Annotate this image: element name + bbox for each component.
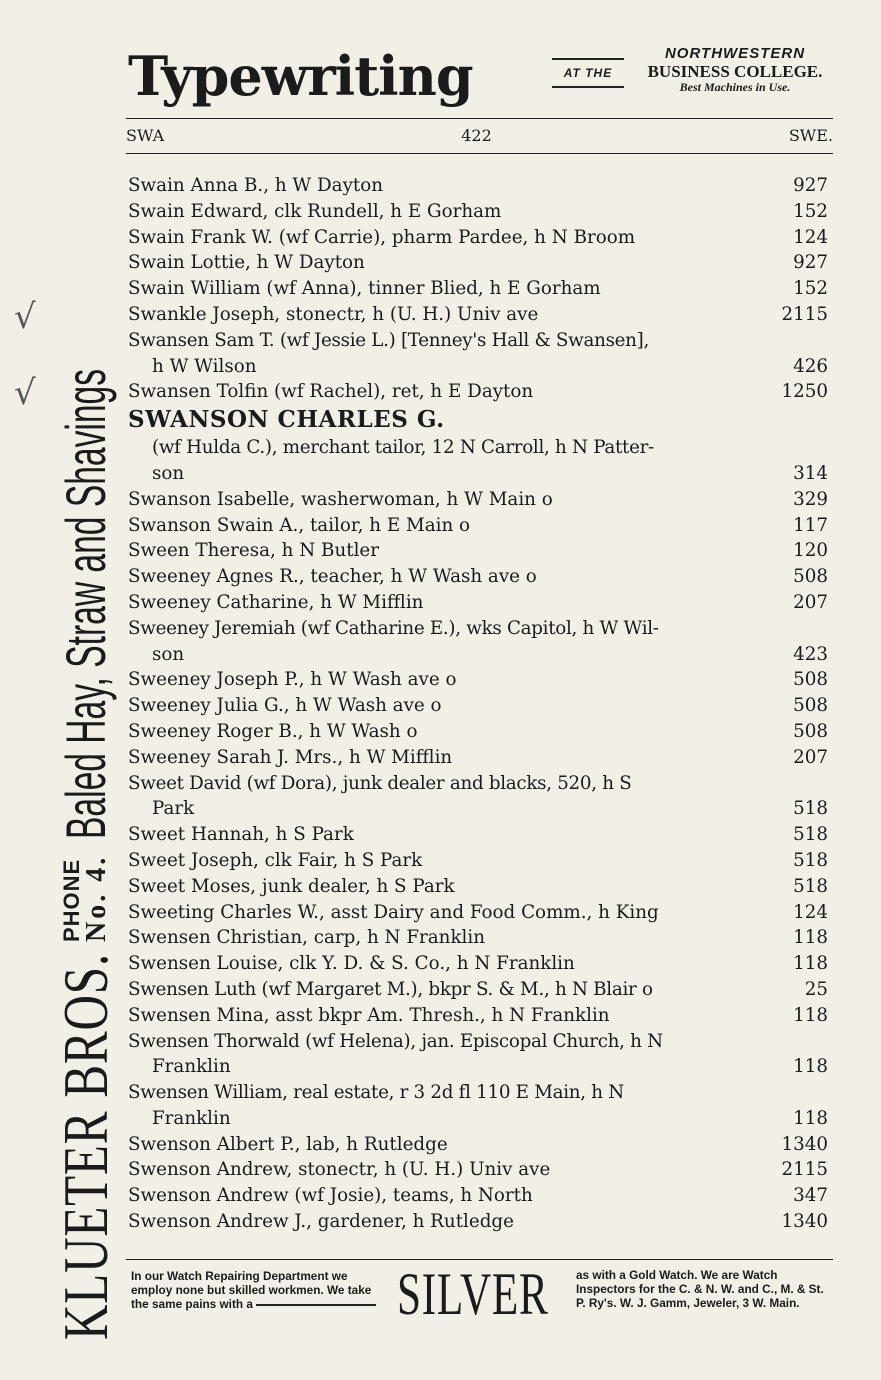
entry-text: Sweeney Roger B., h W Wash o [128, 720, 418, 742]
entry-number: 118 [793, 1107, 828, 1129]
running-head-right: SWE. [788, 126, 833, 145]
entry-text: Swain Edward, clk Rundell, h E Gorham [128, 200, 502, 222]
footer-ad-right: as with a Gold Watch. We are Watch Inspectors for the C. & N. W. and C., M. & St. P. Ry's. W. J. Gamm, Jeweler, 3 W. Main. [576, 1268, 824, 1311]
footer-ad-left [131, 1269, 386, 1312]
entry-text: Franklin [152, 1056, 231, 1078]
entry-text: Swansen Tolfin (wf Rachel), ret, h E Dayton [128, 381, 534, 403]
entry-number [780, 328, 828, 354]
list-item [128, 250, 828, 276]
list-item [128, 379, 828, 405]
footer-rule [126, 1259, 833, 1260]
side-ad-company: KLUETER BROS. [51, 953, 121, 1340]
list-item [128, 1003, 828, 1029]
entry-number [780, 435, 828, 461]
list-item [128, 1157, 828, 1183]
entry-number: 508 [793, 695, 828, 717]
entry-text: Swensen Christian, carp, h N Franklin [128, 927, 486, 949]
list-item [128, 1183, 828, 1209]
entry-number [780, 1080, 828, 1106]
list-item [128, 719, 828, 745]
list-item [128, 1054, 828, 1080]
check-mark-icon: √ [14, 297, 36, 337]
entry-number: 1340 [781, 1211, 828, 1233]
entry-number: 314 [793, 462, 828, 484]
side-ad-products: Baled Hay, Straw and Shavings [54, 368, 117, 839]
list-item [128, 951, 828, 977]
list-item [128, 354, 828, 380]
list-item [128, 538, 828, 564]
entry-number: 518 [793, 849, 828, 871]
header-college [640, 46, 830, 94]
entry-text: Swensen Mina, asst bkpr Am. Thresh., h N Franklin [128, 1004, 610, 1026]
list-item [128, 461, 828, 487]
list-item [128, 487, 828, 513]
entry-text: Swanson Swain A., tailor, h E Main o [128, 514, 471, 536]
side-ad-phone [61, 855, 111, 942]
entry-number: 518 [793, 798, 828, 820]
entry-number: 118 [793, 953, 828, 975]
entry-number: 117 [793, 514, 828, 536]
entry-number: 124 [793, 901, 828, 923]
entry-number: 207 [793, 746, 828, 768]
entry-number: 124 [793, 226, 828, 248]
entry-text: Swenson Andrew, stonectr, h (U. H.) Univ ave [128, 1159, 551, 1181]
list-item [128, 796, 828, 822]
entry-text: Swain Anna B., h W Dayton [128, 175, 384, 196]
list-item [128, 225, 828, 251]
entry-text: Swain Lottie, h W Dayton [128, 252, 365, 274]
list-item [128, 590, 828, 616]
list-item [128, 667, 828, 693]
list-item [128, 513, 828, 539]
entry-text: Sweeney Julia G., h W Wash ave o [128, 695, 442, 717]
margin-check-marks [14, 297, 36, 413]
entry-number: 152 [793, 200, 828, 222]
entry-text: Sweeney Sarah J. Mrs., h W Mifflin [128, 746, 453, 768]
entry-text: Sweeney Jeremiah (wf Catharine E.), wks Capitol, h W Wil- [128, 617, 659, 639]
entry-number: 1250 [781, 381, 828, 403]
entry-text: Sweeney Catharine, h W Mifflin [128, 591, 424, 613]
check-mark-icon: √ [14, 373, 36, 413]
running-head [126, 126, 833, 145]
list-item [128, 328, 828, 354]
footer-ad-silver: SILVER [397, 1261, 549, 1327]
entry-number: 118 [793, 1056, 828, 1078]
entry-text: Swain William (wf Anna), tinner Blied, h E Gorham [128, 278, 601, 300]
header-rule [126, 118, 833, 119]
college-line-2: BUSINESS COLLEGE. [647, 61, 823, 81]
entry-number: 2115 [781, 1159, 828, 1181]
entry-text: Franklin [152, 1107, 231, 1129]
list-item [128, 173, 828, 199]
entry-text: Swansen Sam T. (wf Jessie L.) [Tenney's Hall & Swansen], [128, 329, 649, 351]
list-item [128, 276, 828, 302]
entry-number [780, 616, 828, 642]
header-title: Typewriting [128, 44, 473, 108]
entry-number: 329 [793, 488, 828, 510]
entry-number: 426 [793, 355, 828, 377]
entry-number: 207 [793, 591, 828, 613]
entry-number: 152 [793, 278, 828, 300]
list-item [128, 1080, 828, 1106]
directory-listing [128, 173, 828, 1235]
entry-number: 118 [793, 927, 828, 949]
entry-text: (wf Hulda C.), merchant tailor, 12 N Carroll, h N Patter- [152, 437, 654, 459]
list-item [128, 564, 828, 590]
entry-text: Swenson Andrew (wf Josie), teams, h North [128, 1185, 533, 1207]
list-item [128, 302, 828, 328]
list-item [128, 642, 828, 668]
entry-text: Swanson Isabelle, washerwoman, h W Main o [128, 488, 553, 510]
entry-number: 118 [793, 1004, 828, 1026]
entry-text: Swenson Albert P., lab, h Rutledge [128, 1133, 448, 1155]
header-at-the: AT THE [552, 58, 624, 88]
entry-number: 927 [793, 252, 828, 274]
footer-ad-left-text: In our Watch Repairing Department we employ none but skilled workmen. We take the same pains with a [131, 1269, 372, 1312]
entry-text: SWANSON CHARLES G. [128, 406, 445, 434]
list-item [128, 977, 828, 1003]
entry-number: 120 [793, 540, 828, 562]
entry-number: 423 [793, 643, 828, 665]
entry-text: Park [152, 798, 195, 820]
entry-text: Sweet Joseph, clk Fair, h S Park [128, 849, 423, 871]
side-advertisement [53, 40, 119, 1340]
entry-text: son [152, 462, 185, 484]
entry-text: son [152, 643, 185, 665]
list-item [128, 693, 828, 719]
running-head-rule [126, 153, 833, 154]
entry-number [780, 405, 828, 435]
entry-text: Swankle Joseph, stonectr, h (U. H.) Univ ave [128, 303, 539, 325]
entry-text: Swensen Luth (wf Margaret M.), bkpr S. & M., h N Blair o [128, 978, 653, 1000]
list-item [128, 435, 828, 461]
entry-number: 508 [793, 669, 828, 691]
entry-number [780, 1029, 828, 1055]
entry-number: 347 [793, 1185, 828, 1207]
side-ad-phone-label: PHONE [59, 858, 84, 942]
list-item [128, 199, 828, 225]
entry-number: 2115 [781, 303, 828, 325]
footer-ad-blank-line [256, 1304, 376, 1306]
list-item [128, 848, 828, 874]
page-number: 422 [461, 126, 492, 145]
college-line-3: Best Machines in Use. [679, 80, 791, 95]
list-item [128, 925, 828, 951]
list-item [128, 874, 828, 900]
entry-text: Swensen Louise, clk Y. D. & S. Co., h N Franklin [128, 953, 575, 975]
college-line-1: NORTHWESTERN [664, 45, 806, 62]
entry-number [780, 771, 828, 797]
list-item [128, 771, 828, 797]
entry-text: Sweet David (wf Dora), junk dealer and blacks, 520, h S [128, 772, 632, 794]
entry-text: Sweeting Charles W., asst Dairy and Food Comm., h King [128, 901, 659, 923]
entry-text: Sween Theresa, h N Butler [128, 540, 379, 562]
list-item [128, 1106, 828, 1132]
entry-number: 1340 [781, 1133, 828, 1155]
entry-text: Sweeney Joseph P., h W Wash ave o [128, 669, 457, 691]
list-item [128, 900, 828, 926]
entry-text: Sweeney Agnes R., teacher, h W Wash ave o [128, 566, 537, 588]
entry-text: Swain Frank W. (wf Carrie), pharm Pardee, h N Broom [128, 226, 636, 248]
entry-text: Sweet Moses, junk dealer, h S Park [128, 875, 455, 897]
list-item [128, 1132, 828, 1158]
entry-text: Sweet Hannah, h S Park [128, 824, 354, 846]
entry-number: 508 [793, 720, 828, 742]
list-item [128, 822, 828, 848]
list-item [128, 1029, 828, 1055]
entry-text: Swensen Thorwald (wf Helena), jan. Episcopal Church, h N [128, 1030, 663, 1052]
entry-number: 927 [793, 175, 828, 196]
side-advertisement-text [53, 40, 119, 1340]
entry-text: Swenson Andrew J., gardener, h Rutledge [128, 1211, 514, 1233]
list-item [128, 745, 828, 771]
entry-number: 508 [793, 566, 828, 588]
entry-text: h W Wilson [152, 355, 257, 377]
running-head-left: SWA [126, 126, 165, 145]
entry-number: 518 [793, 824, 828, 846]
list-item [128, 1209, 828, 1235]
list-item [128, 405, 828, 435]
side-ad-phone-number: No. 4. [81, 854, 112, 942]
list-item [128, 616, 828, 642]
entry-text: Swensen William, real estate, r 3 2d fl 110 E Main, h N [128, 1082, 624, 1104]
entry-number: 518 [793, 875, 828, 897]
entry-number: 25 [804, 978, 828, 1000]
